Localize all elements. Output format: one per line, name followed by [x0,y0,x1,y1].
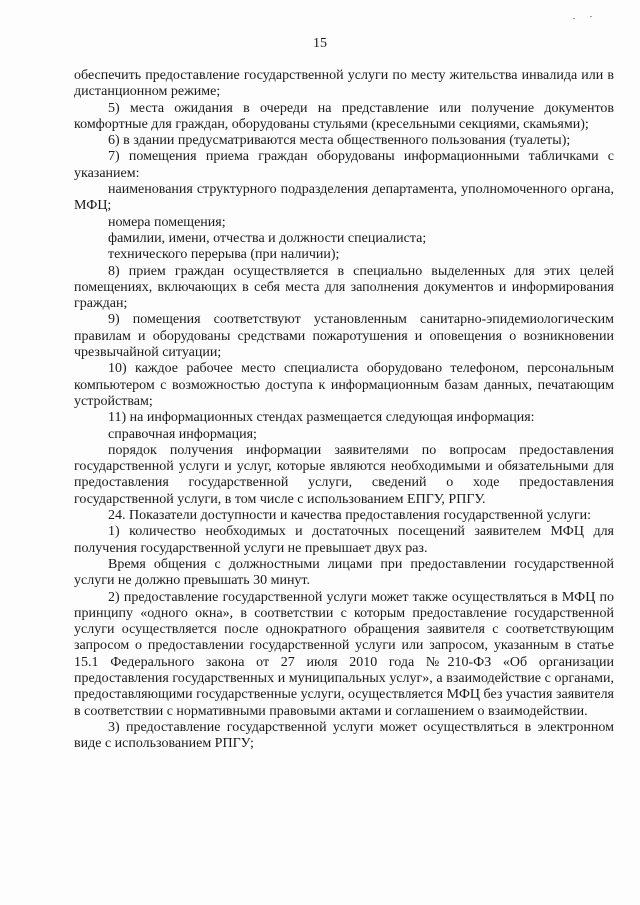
paragraph: 9) помещения соответствуют установленным санитарно-эпидемиологическим правилам и оборудованы средствами пожаротушения и оповещения о возникновении чрезвычайной ситуации; [74,312,614,361]
paragraph: 1) количество необходимых и достаточных посещений заявителем МФЦ для получения государственной услуги не превышает двух раз. [74,524,614,556]
paragraph: наименования структурного подразделения департамента, уполномоченного органа, МФЦ; [74,182,614,214]
paragraph: фамилии, имени, отчества и должности специалиста; [108,230,427,246]
paragraph: Время общения с должностными лицами при предоставлении государственной услуги не должно превышать 30 минут. [74,556,614,589]
paragraph: справочная информация; [108,426,257,442]
paragraph: 7) помещения приема граждан оборудованы информационными табличками с указанием: [74,149,614,181]
paragraph: 24. Показатели доступности и качества предоставления государственной услуги: [108,508,592,524]
paragraph: 11) на информационных стендах размещается следующая информация: [108,410,535,426]
page-number: 15 [313,36,327,51]
paragraph: 3) предоставление государственной услуги может осуществляться в электронном виде с использованием РПГУ; [74,719,614,752]
paragraph: номера помещения; [108,214,226,230]
paragraph: 6) в здании предусматриваются места общественного пользования (туалеты); [108,133,571,149]
body-text [74,68,614,752]
paragraph: 8) прием граждан осуществляется в специально выделенных для этих целей помещениях, включающих в себя места для заполнения документов и информирования граждан; [74,263,614,312]
paragraph: 2) предоставление государственной услуги может также осуществляться в МФЦ по принципу «одного окна», в соответствии с которым предоставление государственной услуги осуществляется после однократного обращения заявителя с соответствующим запросом о предоставлении государственной услуги или запросом, указанным в статье 15.1 Федерального закона от 27 июля 2010 года №210-ФЗ «Об организации предоставления государственных и муниципальных услуг», а взаимодействие с органами, предоставляющими государственные услуги, осуществляется МФЦ без участия заявителя в соответствии с нормативными правовыми актами и соглашением о взаимодействии. [74,589,614,719]
scan-speck [573,18,575,19]
paragraph: обеспечить предоставление государственной услуги по месту жительства инвалида или в дистанционном режиме; [74,68,614,100]
paragraph: порядок получения информации заявителями по вопросам предоставления государственной услуги и услуг, которые являются необходимыми и обязательными для предоставления государственной услуги, сведений о ходе предоставления государственной услуги, в том числе с использованием ЕПГУ, РПГУ. [74,442,614,507]
scan-speck [590,16,592,17]
paragraph: технического перерыва (при наличии); [108,247,340,263]
paragraph: 5) места ожидания в очереди на представление или получение документов комфортные для граждан, оборудованы стульями (кресельными секциями, скамьями); [74,100,614,132]
paragraph: 10) каждое рабочее место специалиста оборудовано телефоном, персональным компьютером с возможностью доступа к информационным базам данных, печатающим устройствам; [74,361,614,409]
